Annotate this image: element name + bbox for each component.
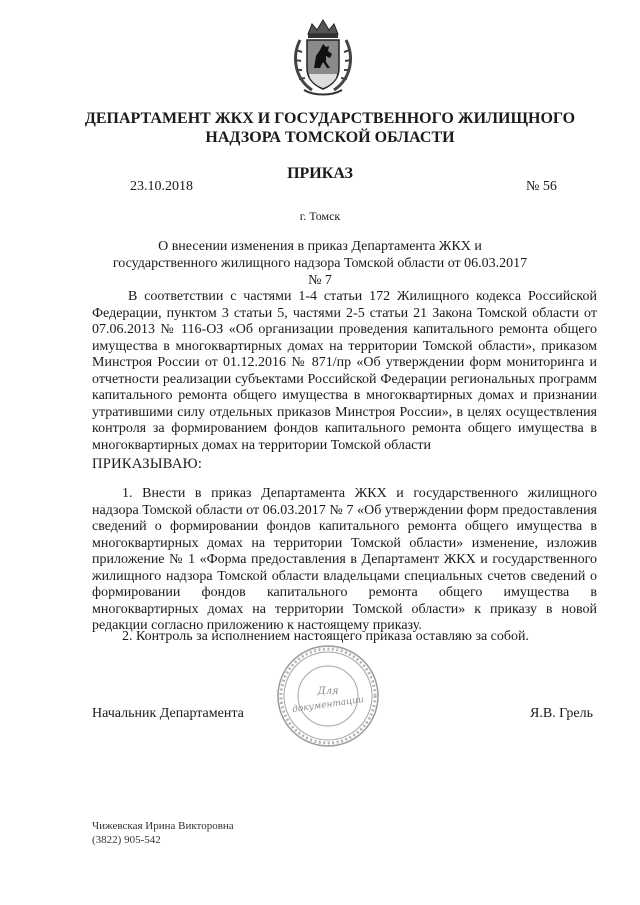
order-item-1: 1. Внести в приказ Департамента ЖКХ и государственного жилищного надзора Томской области от 06.03.2017 № 7 «Об утверждении форм предоставления сведений о формировании фондов капитального ремонта общего имущества в многоквартирных домах на территории Томской области» изменение, изложив приложение № 1 «Форма предоставления в Департамент ЖКХ и государственного жилищного надзора Томской области владельцами специальных счетов сведений о формировании фондов капитального ремонта общего имущества в многоквартирных домах на территории Томской области» к приказу в новой редакции согласно приложению к настоящему приказу.: [92, 486, 597, 633]
department-name: ДЕПАРТАМЕНТ ЖКХ И ГОСУДАРСТВЕННОГО ЖИЛИЩНОГО НАДЗОРА ТОМСКОЙ ОБЛАСТИ: [84, 110, 576, 146]
order-item-2: 2. Контроль за исполнением настоящего приказа оставляю за собой.: [122, 629, 530, 644]
document-type-title: ПРИКАЗ: [287, 165, 353, 182]
round-seal-stamp: [276, 644, 380, 748]
tomsk-coat-of-arms-emblem: [290, 16, 356, 96]
orders-heading: ПРИКАЗЫВАЮ:: [92, 456, 203, 472]
city: г. Томск: [299, 209, 341, 223]
stamp-line-2: документации: [291, 695, 365, 715]
signatory-position: Начальник Департамента: [92, 706, 244, 721]
stamp-line-1: Для: [317, 686, 339, 697]
executor-info: [92, 819, 234, 847]
executor-phone: (3822) 905-542: [92, 834, 161, 846]
order-number: № 56: [526, 179, 557, 194]
executor-name: Чижевская Ирина Викторовна: [92, 820, 234, 832]
order-date: 23.10.2018: [130, 179, 193, 194]
signatory-name: Я.В. Грель: [530, 706, 593, 721]
preamble-paragraph: В соответствии с частями 1-4 статьи 172 Жилищного кодекса Российской Федерации, пунктом 3 статьи 5, частями 2-5 статьи 21 Закона Томской области от 07.06.2013 № 116-ОЗ «Об организации проведения капитального ремонта общего имущества в многоквартирных домах на территории Томской области», приказом Минстроя России от 01.12.2016 № 871/пр «Об утверждении форм мониторинга и отчетности реализации субъектами Российской Федерации региональных программ капитального ремонта общего имущества в многоквартирных домах и признании утратившими силу отдельных приказов Минстроя России», в целях осуществления контроля за формированием фондов капитального ремонта общего имущества в многоквартирных домах на территории Томской области: [92, 289, 597, 453]
order-subject: О внесении изменения в приказ Департамента ЖКХ и государственного жилищного надзора Томской области от 06.03.2017 № 7: [112, 239, 528, 288]
